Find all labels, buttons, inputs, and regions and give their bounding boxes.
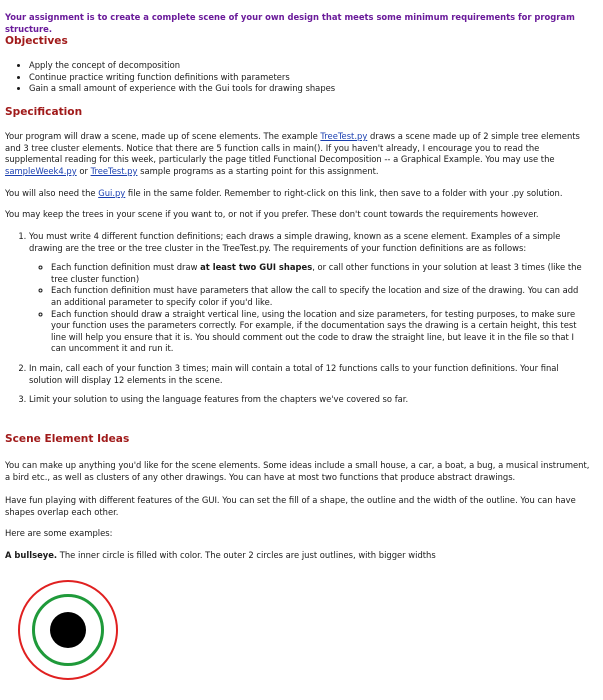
ideas-paragraph-1 (5, 460, 591, 483)
spec-p1-text-a: Your program will draw a scene, made up of scene elements. The example (5, 131, 321, 141)
spec-p2-text-b: file in the same folder. Remember to right-click on this link, then save to a folder with your .py solution. (125, 188, 563, 198)
objectives-list-wrap (5, 60, 591, 95)
ideas-p2-text: Have fun playing with different features of the GUI. You can set the fill of a shape, the outline and the width of the outline. You can have shapes overlap each other. (5, 495, 576, 517)
objective-item: • Apply the concept of decomposition (29, 60, 591, 72)
bullseye-drawing (18, 580, 118, 680)
requirement-item-1 (29, 231, 591, 355)
requirements-list (5, 231, 591, 406)
treetest-link-2[interactable]: TreeTest.py (90, 165, 138, 176)
function-requirement-item: ◦ Each function should draw a straight vertical line, using the location and size parameters, for testing purposes, to make sure your function uses the parameters correctly. For example, if the documentation says the drawing is a certain height, this test line will help you ensure that it is. You should comment out the code to draw the straight line, but leave it in the file so that I can uncomment it and run it. (51, 309, 591, 355)
sub1-text-bold: at least two GUI shapes (200, 262, 313, 273)
bullseye-description: The inner circle is filled with color. The outer 2 circles are just outlines, with bigger widths (57, 550, 436, 560)
spec-p1-text-b: draws a scene made up of 2 simple tree elements and 3 tree cluster elements. Notice that there are 5 function calls in main(). If you haven't already, I encourage you to read the supplemental reading for this week, particularly the page titled Functional Decomposition -- a Graphical Example. You may use the (5, 131, 580, 165)
ideas-p3-text: Here are some examples: (5, 528, 113, 538)
sub1-text-c: , or call other functions in your solution at least 3 times (like the tree cluster function) (51, 262, 582, 284)
specification-heading: Specification (5, 106, 83, 118)
intro-text: Your assignment is to create a complete scene of your own design that meets some minimum requirements for program structure. (5, 12, 575, 34)
sampleweek4-link[interactable]: sampleWeek4.py (5, 165, 77, 176)
function-requirement-item: ◦ Each function definition must have parameters that allow the call to specify the location and size of the drawing. You can add an additional parameter to specify color if you'd like. (51, 285, 591, 308)
inner-filled-circle (50, 612, 86, 648)
objective-item: • Continue practice writing function definitions with parameters (29, 72, 591, 84)
gui-py-link[interactable]: Gui.py (98, 188, 126, 198)
objectives-list (5, 60, 591, 95)
objective-item: • Gain a small amount of experience with the Gui tools for drawing shapes (29, 83, 591, 95)
ideas-paragraph-3 (5, 528, 591, 540)
sub1-text-a: Each function definition must draw (51, 262, 201, 273)
treetest-link[interactable]: TreeTest.py (320, 131, 368, 141)
spec-p1-text-d: sample programs as a starting point for this assignment. (137, 165, 379, 176)
spec-paragraph-3 (5, 209, 591, 221)
spec-p2-text-a: You will also need the (5, 188, 99, 198)
spec-paragraph-1 (5, 131, 591, 177)
requirement-item-3: 3. Limit your solution to using the language features from the chapters we've covered so far. (29, 394, 591, 406)
requirement-item-2: 2. In main, call each of your function 3 times; main will contain a total of 12 functions calls to your function definitions. Your final solution will display 12 elements in the scene. (29, 363, 591, 386)
example-bullseye-caption (5, 550, 591, 562)
function-requirement-item (51, 262, 591, 285)
function-requirements-list (29, 262, 591, 355)
spec-paragraph-2 (5, 188, 591, 200)
requirement-1-text: You must write 4 different function definitions; each draws a simple drawing, known as a scene element. Examples of a simple drawing are the tree or the tree cluster in the TreeTest.py. The requirements of your function definitions are as follows: (29, 231, 561, 253)
ideas-paragraph-2 (5, 495, 591, 518)
scene-ideas-heading: Scene Element Ideas (5, 433, 130, 445)
objectives-heading: Objectives (5, 35, 68, 47)
spec-p1-text-c: or (76, 165, 91, 176)
spec-p3-text: You may keep the trees in your scene if you want to, or not if you prefer. These don't count towards the requirements however. (5, 209, 539, 219)
ideas-p1-text: You can make up anything you'd like for the scene elements. Some ideas include a small house, a car, a boat, a bug, a musical instrument, a bird etc., as well as clusters of any other drawings. You can have at most two functions that produce abstract drawings. (5, 460, 590, 482)
requirements-list-wrap (5, 231, 591, 414)
bullseye-title: A bullseye. (5, 550, 58, 560)
